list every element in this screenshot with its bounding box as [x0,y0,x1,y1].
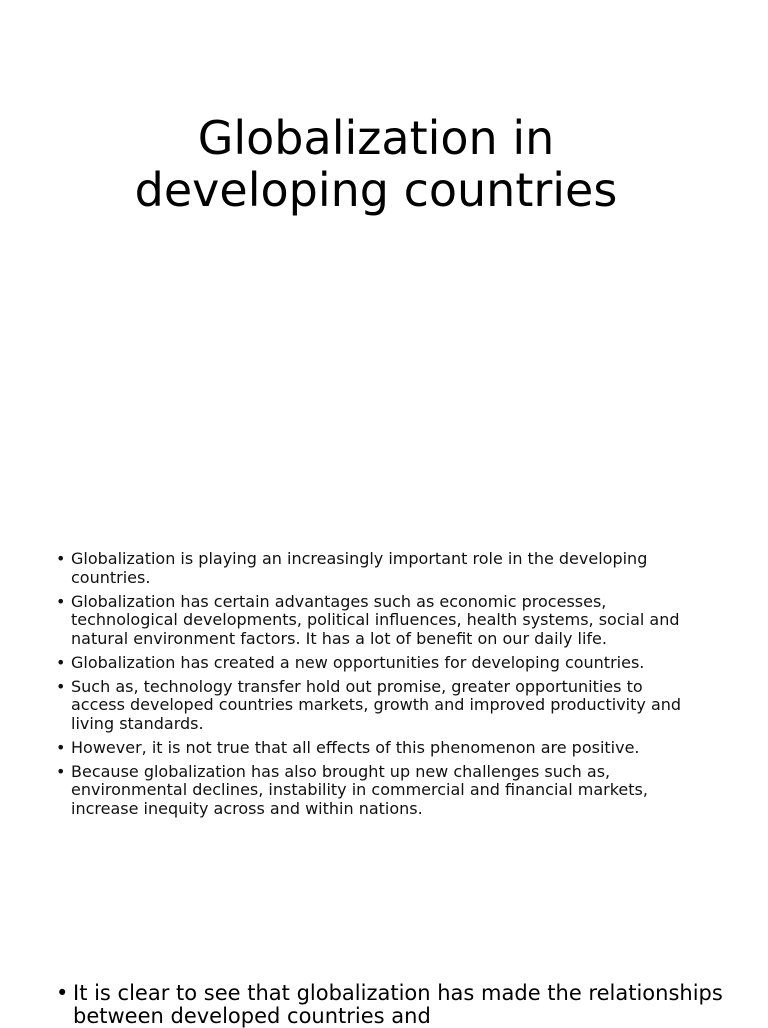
bullet-item [56,982,736,1028]
bullet-dot-icon: • [56,981,69,1005]
bullet-text: Because globalization has also brought up new challenges such as, environmental declines, instability in commercial and financial markets, increase inequity across and within nations. [71,761,648,818]
bullet-dot-icon: • [56,549,66,568]
bullet-item [56,678,696,734]
bullet-dot-icon: • [56,737,66,757]
title-line-2: developing countries [134,163,618,217]
bullet-text: Such as, technology transfer hold out promise, greater opportunities to access developed countries markets, growth and improved productivity and living standards. [71,676,682,733]
bullet-list [56,550,696,824]
bullet-dot-icon: • [56,676,66,696]
title-line-1: Globalization in [197,111,555,165]
slide-title [0,112,752,216]
bullet-text: It is clear to see that globalization has made the relationships between developed countries and [73,981,723,1028]
bullet-text: Globalization is playing an increasingly important role in the developing countries. [71,549,648,587]
bullet-text: Globalization has created a new opportunities for developing countries. [71,652,645,672]
bullet-item [56,550,696,587]
bullet-text: However, it is not true that all effects of this phenomenon are positive. [71,737,640,757]
bullet-item [56,739,696,758]
bullet-dot-icon: • [56,761,66,781]
bullet-item [56,593,696,649]
next-slide-bullet-list [56,982,736,1028]
bullet-dot-icon: • [56,652,66,672]
bullet-text: Globalization has certain advantages such as economic processes, technological developments, political influences, health systems, social and natural environment factors. It has a lot of benefit on our daily life. [71,591,680,648]
bullet-dot-icon: • [56,591,66,611]
bullet-item [56,654,696,673]
bullet-item [56,763,696,819]
